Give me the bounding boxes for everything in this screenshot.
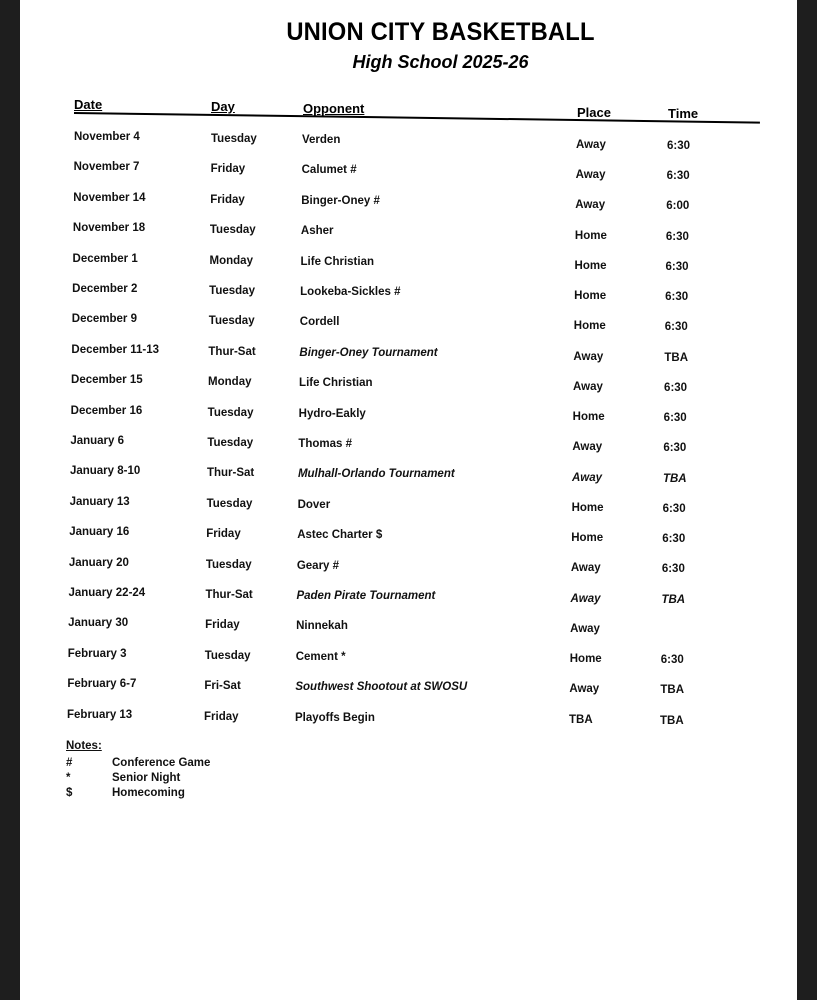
- game-date: January 8-10: [69, 465, 141, 478]
- game-opponent: Paden Pirate Tournament: [296, 590, 436, 602]
- game-time: 6:30: [665, 260, 689, 273]
- game-opponent: Life Christian: [299, 377, 373, 390]
- game-time: TBA: [662, 472, 687, 485]
- game-day: Monday: [209, 254, 253, 267]
- game-opponent: Southwest Shootout at SWOSU: [295, 681, 468, 694]
- game-opponent: Life Christian: [300, 255, 374, 268]
- schedule-page: [20, 0, 797, 1000]
- game-opponent: Lookeba-Sickles #: [300, 286, 401, 298]
- game-time: 6:30: [662, 502, 686, 515]
- game-opponent: Ninnekah: [296, 620, 348, 633]
- game-time: 6:30: [664, 321, 688, 334]
- game-day: Tuesday: [211, 133, 257, 145]
- game-place: Away: [573, 350, 604, 363]
- game-place: Home: [572, 411, 605, 424]
- game-opponent: Asher: [300, 225, 334, 238]
- game-date: November 18: [72, 222, 146, 235]
- game-opponent: Astec Charter $: [297, 529, 383, 542]
- game-opponent: Cordell: [299, 316, 340, 329]
- game-day: Tuesday: [207, 406, 254, 419]
- game-time: 6:30: [662, 533, 686, 546]
- game-time: 6:30: [665, 230, 689, 243]
- game-place: Away: [575, 169, 606, 182]
- note-symbol: #: [66, 757, 73, 769]
- game-place: Away: [569, 683, 600, 696]
- game-opponent: Hydro-Eakly: [298, 407, 366, 420]
- game-opponent: Binger-Oney #: [301, 194, 380, 207]
- game-time: TBA: [661, 593, 686, 606]
- game-day: Thur-Sat: [206, 467, 255, 480]
- game-date: January 6: [70, 435, 125, 447]
- game-day: Monday: [208, 376, 252, 389]
- game-day: Tuesday: [207, 437, 254, 449]
- game-time: 6:30: [665, 291, 689, 304]
- game-day: Tuesday: [205, 558, 252, 571]
- game-day: Thur-Sat: [205, 589, 253, 601]
- game-date: December 15: [71, 374, 143, 387]
- game-date: February 3: [67, 647, 127, 660]
- game-place: Away: [570, 622, 600, 635]
- game-time: 6:30: [667, 140, 691, 152]
- game-date: January 13: [69, 495, 130, 508]
- game-time: TBA: [660, 684, 684, 697]
- game-day: Friday: [210, 193, 245, 206]
- note-symbol: *: [66, 772, 71, 784]
- document-title: UNION CITY BASKETBALL: [286, 18, 595, 46]
- game-place: Away: [572, 441, 603, 454]
- game-date: January 22-24: [68, 587, 146, 599]
- game-place: Home: [569, 653, 602, 666]
- game-date: December 9: [71, 313, 137, 326]
- game-place: Away: [570, 592, 601, 605]
- game-place: Away: [573, 380, 603, 393]
- game-date: January 16: [69, 526, 130, 539]
- game-date: November 4: [74, 131, 140, 143]
- game-opponent: Binger-Oney Tournament: [299, 346, 438, 359]
- game-time: TBA: [660, 714, 684, 727]
- game-opponent: Dover: [297, 498, 331, 511]
- game-date: December 16: [70, 404, 143, 417]
- header-place: Place: [577, 105, 611, 120]
- game-opponent: Verden: [302, 134, 341, 146]
- game-place: Home: [571, 532, 604, 545]
- game-date: January 30: [68, 617, 129, 630]
- header-opponent: Opponent: [303, 101, 365, 116]
- note-meaning: Senior Night: [112, 772, 181, 784]
- game-time: 6:00: [666, 200, 690, 213]
- game-opponent: Playoffs Begin: [295, 711, 375, 724]
- game-time: TBA: [664, 351, 689, 364]
- game-opponent: Thomas #: [298, 438, 352, 450]
- game-date: December 2: [72, 283, 138, 295]
- header-divider: [74, 112, 760, 123]
- game-day: Tuesday: [209, 285, 255, 297]
- game-time: 6:30: [663, 442, 687, 455]
- game-date: November 7: [73, 161, 140, 174]
- game-time: 6:30: [661, 563, 685, 576]
- game-opponent: Calumet #: [301, 164, 357, 177]
- game-date: February 6-7: [67, 678, 137, 691]
- header-date: Date: [74, 97, 103, 112]
- game-place: Away: [571, 471, 602, 484]
- note-meaning: Conference Game: [112, 757, 211, 769]
- game-time: 6:30: [664, 381, 688, 394]
- game-opponent: Geary #: [296, 559, 340, 572]
- game-place: Away: [570, 562, 601, 575]
- note-meaning: Homecoming: [112, 787, 185, 799]
- game-place: Home: [574, 290, 607, 303]
- game-day: Tuesday: [206, 497, 253, 510]
- game-place: Home: [571, 501, 604, 514]
- game-day: Thur-Sat: [208, 345, 256, 358]
- game-day: Friday: [210, 163, 246, 176]
- game-date: February 13: [67, 708, 133, 721]
- game-day: Tuesday: [208, 315, 255, 328]
- header-time: Time: [668, 106, 699, 121]
- game-day: Tuesday: [209, 224, 256, 237]
- game-place: TBA: [569, 713, 593, 726]
- note-symbol: $: [66, 787, 73, 799]
- header-day: Day: [211, 99, 235, 114]
- game-time: 6:30: [666, 170, 690, 183]
- game-time: 6:30: [663, 412, 687, 425]
- game-day: Fri-Sat: [204, 680, 241, 693]
- game-day: Friday: [205, 619, 240, 632]
- game-place: Home: [574, 259, 607, 272]
- game-date: January 20: [68, 556, 129, 569]
- game-opponent: Cement *: [295, 650, 346, 663]
- document-subtitle: High School 2025-26: [352, 52, 529, 72]
- game-opponent: Mulhall-Orlando Tournament: [297, 468, 455, 481]
- game-date: December 1: [72, 252, 138, 265]
- game-place: Home: [573, 320, 606, 333]
- game-day: Friday: [204, 710, 239, 723]
- game-date: November 14: [73, 191, 146, 204]
- game-day: Friday: [206, 528, 241, 541]
- notes-heading: Notes:: [66, 740, 102, 752]
- game-place: Away: [576, 139, 606, 151]
- game-place: Away: [575, 199, 606, 212]
- game-time: 6:30: [660, 654, 684, 667]
- game-place: Home: [574, 229, 607, 242]
- game-day: Tuesday: [204, 649, 251, 662]
- game-date: December 11-13: [71, 343, 159, 356]
